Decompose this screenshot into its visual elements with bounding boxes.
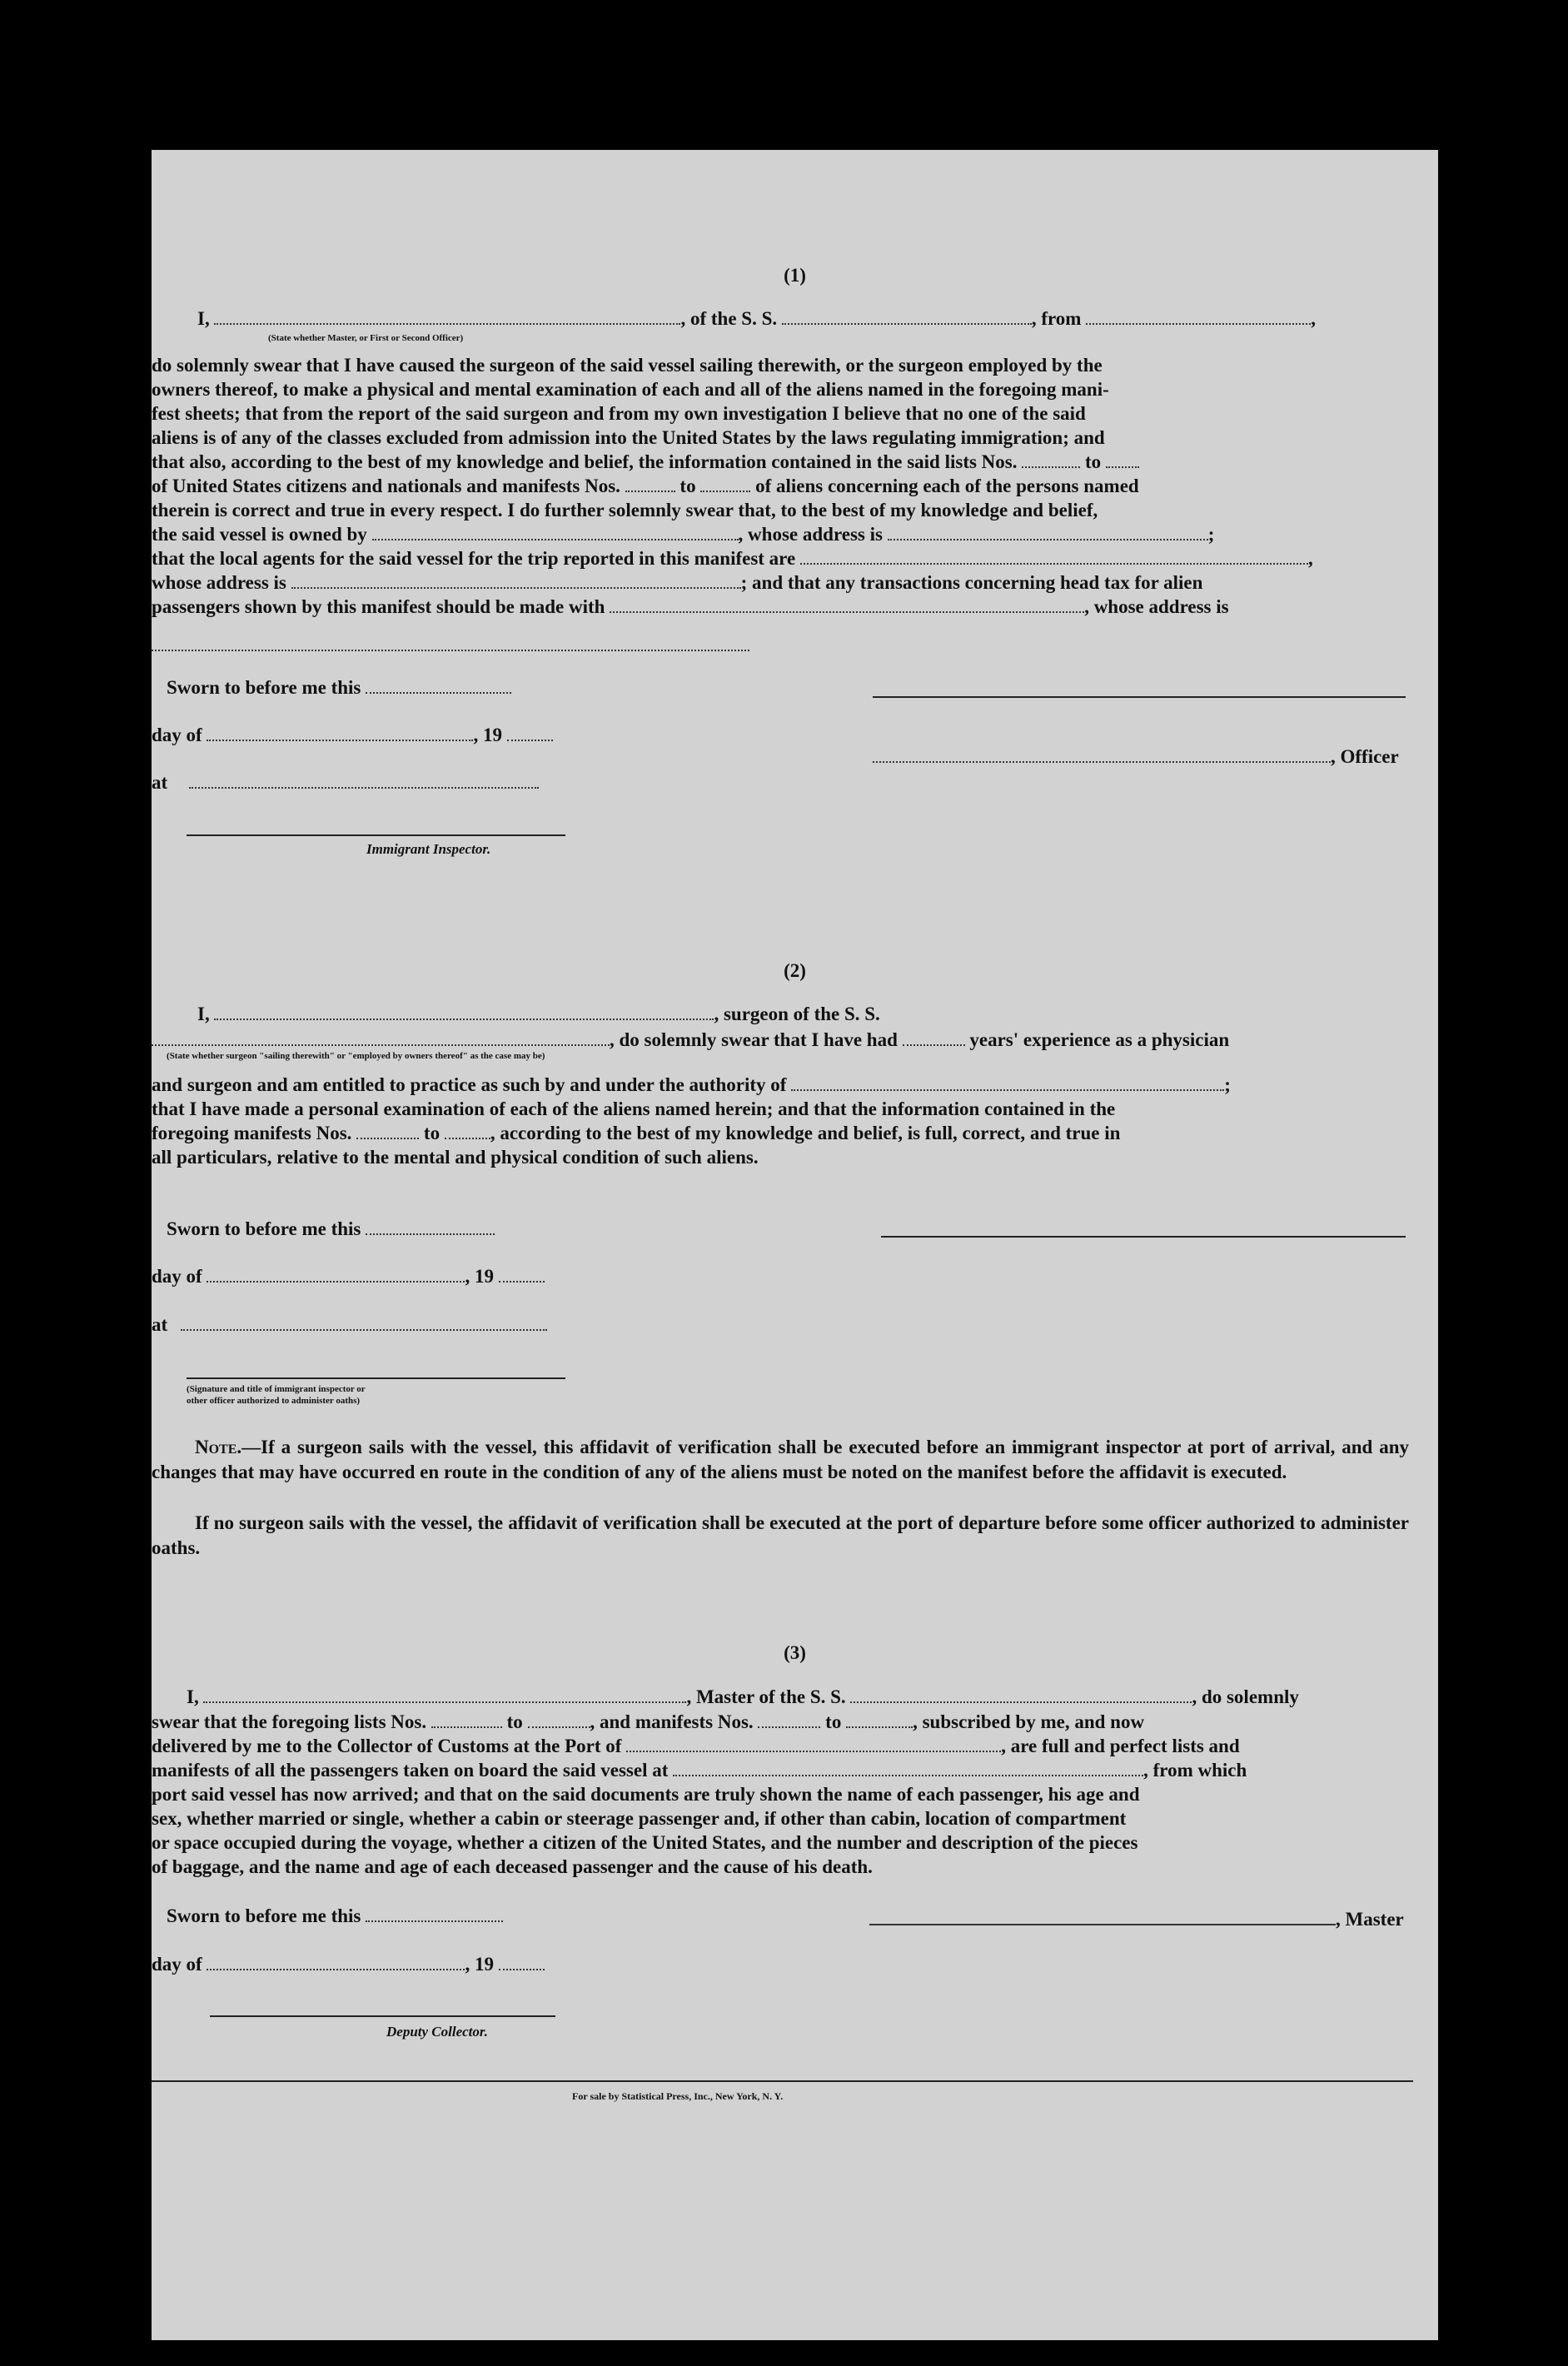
s1-lists-from-field[interactable] (1022, 451, 1080, 468)
s1-body-2: fest sheets; that from the report of the said surgeon and from my own investigation I believe that no one of the said (152, 403, 1086, 424)
s1-to-2: to (679, 476, 696, 496)
s1-sworn: Sworn to before me this (167, 677, 361, 698)
section-1-number: (1) (784, 265, 806, 286)
s3-to-2: to (825, 1711, 842, 1732)
s1-comma-1: , (1307, 548, 1313, 569)
s3-sworn-field[interactable] (366, 1905, 503, 1922)
s1-officer-note: (State whether Master, or First or Second Officer) (268, 333, 464, 343)
s2-years-label: years' experience as a physician (969, 1029, 1230, 1050)
s2-i: I, (197, 1004, 210, 1024)
s3-lists-label: swear that the foregoing lists Nos. (152, 1711, 427, 1732)
s1-agents-field[interactable] (800, 548, 1308, 565)
s2-line1 (197, 1004, 880, 1025)
s3-manifests-to-field[interactable] (846, 1711, 913, 1728)
s2-sworn-field[interactable] (366, 1218, 495, 1235)
s3-subscribed: , subscribed by me, and now (913, 1711, 1145, 1732)
s1-manifests-to-field[interactable] (700, 476, 750, 492)
s2-surgeon-name-field[interactable] (214, 1004, 714, 1020)
s1-head-tax-agent-field[interactable] (610, 596, 1084, 613)
s3-day-field[interactable] (207, 1954, 465, 1970)
s1-day-field[interactable] (207, 725, 473, 741)
binder-hole (1459, 222, 1497, 260)
s2-at-field[interactable] (181, 1314, 547, 1331)
s1-body-0: do solemnly swear that I have caused the surgeon of the said vessel sailing therewith, or the surgeon employed by the (152, 355, 1103, 376)
footer-rule (152, 2080, 1413, 2082)
s2-body-1: that I have made a personal examination of each of the aliens named herein; and that the information contained in the (152, 1098, 1116, 1119)
s2-semicolon: ; (1224, 1074, 1231, 1095)
s1-inspector-label: Immigrant Inspector. (366, 841, 491, 857)
binder-hole (1447, 745, 1486, 784)
s3-collector-signature-line[interactable] (210, 2015, 555, 2017)
binder-hole (1459, 348, 1497, 386)
s2-day-field[interactable] (207, 1266, 465, 1283)
s1-ss-label: , of the S. S. (680, 308, 778, 329)
s3-sworn-line (167, 1905, 503, 1927)
s3-body-2: or space occupied during the voyage, whether a citizen of the United States, and the number and description of the pieces (152, 1832, 1138, 1853)
s1-agents-address-field[interactable] (291, 572, 741, 589)
s1-owner-address-field[interactable] (888, 524, 1208, 540)
s1-body-5-line (152, 476, 1139, 497)
s2-sworn: Sworn to before me this (167, 1218, 361, 1239)
s1-body-3: aliens is of any of the classes excluded from admission into the United States by the laws regulating immigration; and (152, 427, 1105, 448)
s2-body-0-line (152, 1074, 1231, 1096)
s3-to-1: to (506, 1711, 523, 1732)
s2-according: , according to the best of my knowledge and belief, is full, correct, and true in (490, 1123, 1121, 1143)
s1-day-of: day of (152, 725, 202, 745)
s2-sig-note-2: other officer authorized to administer oaths) (187, 1396, 361, 1406)
s3-lists-from-field[interactable] (431, 1711, 502, 1728)
s1-body-10-line (152, 596, 1229, 618)
s3-year: , 19 (465, 1954, 494, 1975)
s1-officer-sign-field[interactable] (873, 746, 1331, 763)
s2-year: , 19 (465, 1266, 494, 1287)
s2-at: at (152, 1314, 168, 1335)
s3-line2 (152, 1711, 1144, 1733)
s2-day-line (152, 1266, 545, 1288)
s2-manifest-from-field[interactable] (356, 1123, 419, 1139)
s1-officer: , Officer (1331, 746, 1399, 767)
s3-body-0: port said vessel has now arrived; and that on the said documents are truly shown the name of each passenger, his age and (152, 1784, 1140, 1805)
s3-lists-to-field[interactable] (528, 1711, 590, 1728)
s3-master: , Master (1336, 1909, 1404, 1930)
s3-manifests-label: , and manifests Nos. (590, 1711, 754, 1732)
s2-surgeon-signature-line[interactable] (881, 1236, 1406, 1238)
s3-master-name-field[interactable] (203, 1686, 686, 1703)
s1-body-7: the said vessel is owned by (152, 524, 367, 545)
s2-surgeon-type-field[interactable] (152, 1029, 610, 1046)
s1-day-line (152, 725, 553, 746)
s3-line4 (152, 1760, 1247, 1781)
s1-i: I, (197, 308, 210, 329)
s2-day-of: day of (152, 1266, 202, 1287)
s1-officer-field[interactable] (214, 308, 680, 325)
s1-of-aliens: of aliens concerning each of the persons named (755, 476, 1139, 496)
s2-ss-label: , surgeon of the S. S. (714, 1004, 880, 1024)
s2-manifest-to-field[interactable] (445, 1123, 490, 1139)
s1-sworn-line (167, 677, 511, 699)
s3-i: I, (187, 1686, 199, 1707)
s3-port-field[interactable] (626, 1736, 1001, 1752)
s3-ss-label: , Master of the S. S. (686, 1686, 846, 1707)
s1-year-field[interactable] (507, 725, 553, 741)
s2-to: to (423, 1123, 441, 1143)
form-sheet (152, 150, 1438, 2340)
s2-sig-note-1: (Signature and title of immigrant inspector or (187, 1384, 366, 1394)
s1-body-1: owners thereof, to make a physical and mental examination of each and all of the aliens named in the foregoing mani- (152, 379, 1109, 400)
s2-line2 (152, 1029, 1229, 1051)
s1-head-tax: ; and that any transactions concerning head tax for alien (740, 572, 1203, 593)
s1-sworn-field[interactable] (366, 677, 511, 694)
s1-body-10: passengers shown by this manifest should be made with (152, 596, 605, 617)
s1-body-8-line (152, 548, 1313, 570)
s2-swear: , do solemnly swear that I have had (610, 1029, 898, 1050)
s1-to-1: to (1085, 451, 1102, 472)
s1-officer-signature-line[interactable] (873, 696, 1406, 698)
section-2-number: (2) (784, 960, 806, 981)
s2-years-field[interactable] (903, 1029, 965, 1046)
s1-manifests-from-field[interactable] (625, 476, 675, 492)
s3-collector-label: Deputy Collector. (386, 2024, 488, 2040)
s2-body-2-line (152, 1123, 1120, 1144)
s1-body-8: that the local agents for the said vessel for the trip reported in this manifest are (152, 548, 796, 569)
binder-hole (1447, 1728, 1486, 1766)
s2-authority-field[interactable] (791, 1074, 1224, 1091)
footer-text: For sale by Statistical Press, Inc., New York, N. Y. (572, 2090, 784, 2102)
s1-body-7-line (152, 524, 1214, 545)
s1-at-line (152, 772, 539, 794)
s1-tail: , (1311, 308, 1316, 329)
s3-master-line (869, 1909, 1404, 1930)
s3-day-of: day of (152, 1954, 202, 1975)
s3-day-line (152, 1954, 545, 1975)
s1-body-9: whose address is (152, 572, 286, 593)
s3-body-3: of baggage, and the name and age of each deceased passenger and the cause of his death. (152, 1856, 873, 1877)
s1-body-4-line (152, 451, 1139, 473)
s2-note (152, 1435, 1409, 1484)
s3-body-1: sex, whether married or single, whether a cabin or steerage passenger and, if other than cabin, location of compartment (152, 1808, 1127, 1829)
s3-line3 (152, 1736, 1240, 1757)
s2-note-text: —If a surgeon sails with the vessel, this affidavit of verification shall be executed before an immigrant inspector at port of arrival, and any changes that may have occurred en route in the condition of any of the aliens must be noted on the manifest before the affidavit is executed. (152, 1437, 1409, 1482)
s3-taken-label: manifests of all the passengers taken on board the said vessel at (152, 1760, 669, 1781)
s2-year-field[interactable] (499, 1266, 545, 1283)
s1-body-9-line (152, 572, 1202, 594)
s2-note-2: If no surgeon sails with the vessel, the affidavit of verification shall be executed at the port of departure before some officer authorized to administer oaths. (152, 1512, 1409, 1558)
s1-at: at (152, 772, 168, 793)
s2-sworn-line (167, 1218, 495, 1240)
s3-full-perfect: , are full and perfect lists and (1001, 1736, 1240, 1756)
binder-hole (1446, 2249, 1484, 2287)
s2-note-label: Note. (195, 1437, 242, 1457)
binder-hole (1447, 1599, 1486, 1637)
s1-inspector-signature-line[interactable] (187, 834, 565, 836)
s3-year-field[interactable] (499, 1954, 545, 1970)
s3-sworn: Sworn to before me this (167, 1905, 361, 1926)
s3-taken-at-field[interactable] (673, 1760, 1143, 1776)
binder-hole (1447, 1802, 1486, 1840)
s3-port-label: delivered by me to the Collector of Customs at the Port of (152, 1736, 622, 1756)
s2-body-2: foregoing manifests Nos. (152, 1123, 352, 1143)
s1-owner-address-label: , whose address is (738, 524, 883, 545)
s3-manifests-from-field[interactable] (758, 1711, 820, 1728)
s2-body-3: all particulars, relative to the mental and physical condition of such aliens. (152, 1147, 759, 1168)
s1-at-field[interactable] (189, 772, 539, 789)
s1-body-5: of United States citizens and nationals and manifests Nos. (152, 476, 620, 496)
binder-hole (1446, 2115, 1484, 2154)
s1-address-continuation[interactable] (152, 650, 749, 651)
s1-from-label: , from (1031, 308, 1082, 329)
s2-body-0: and surgeon and am entitled to practice as such by and under the authority of (152, 1074, 787, 1095)
s1-body-4: that also, according to the best of my knowledge and belief, the information contained in the said lists Nos. (152, 451, 1018, 472)
s1-year: , 19 (473, 725, 502, 745)
s3-ship-field[interactable] (850, 1686, 1192, 1703)
s1-ship-field[interactable] (782, 308, 1032, 325)
s1-owner-field[interactable] (372, 524, 739, 540)
binder-hole (1447, 638, 1486, 676)
s1-line1 (197, 308, 1316, 330)
s1-whose-address-end: , whose address is (1084, 596, 1229, 617)
section-3-number: (3) (784, 1642, 806, 1663)
s3-solemnly: , do solemnly (1192, 1686, 1299, 1707)
s3-line1 (187, 1686, 1299, 1708)
s1-body-6: therein is correct and true in every respect. I do further solemnly swear that, to the best of my knowledge and belief, (152, 500, 1098, 521)
s3-master-sign-field[interactable] (869, 1909, 1336, 1925)
s3-from-which: , from which (1143, 1760, 1247, 1781)
s2-surgeon-note: (State whether surgeon "sailing therewith" or "employed by owners thereof" as the case may be) (167, 1051, 545, 1061)
s1-semicolon-1: ; (1207, 524, 1215, 545)
s1-lists-to-field[interactable] (1106, 451, 1139, 468)
s1-officer-line (873, 746, 1399, 768)
s2-inspector-signature-line[interactable] (187, 1377, 565, 1379)
s1-from-field[interactable] (1086, 308, 1311, 325)
s2-at-line (152, 1314, 547, 1336)
